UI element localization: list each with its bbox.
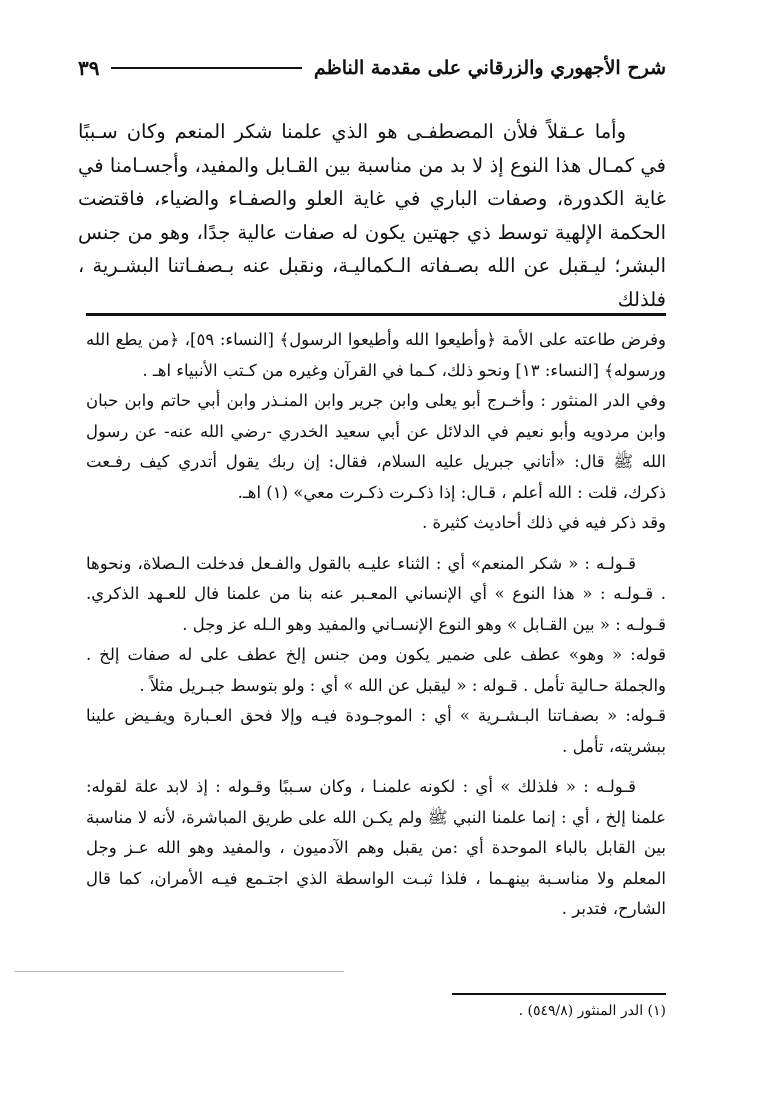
commentary-paragraph-2: وفي الدر المنثور : وأخـرج أبو يعلى وابن جرير وابن المنـذر وابن أبي حاتم وابن حبان وابن مردويه وأبو نعيم في الدلائل عن أبي سعيد الخدري -رضي الله عنه- عن رسول الله ﷺ قال: «أتاني جبريل عليه السلام، فقال: إن ربك يقول أتدري كيف رفـعت ذكرك، قلت : الله أعلم ، قـال: إذا ذكـرت ذكـرت معي» (١) اهـ. <box>86 391 666 502</box>
spacer <box>86 762 666 772</box>
commentary-paragraph-1: وفرض طاعته على الأمة ﴿وأطيعوا الله وأطيعوا الرسول﴾ [النساء: ٥٩]، ﴿من يطع الله ورسوله﴾ [النساء: ١٣] ونحو ذلك، كـما في القرآن وغيره من كـتب الأنبياء اهـ . <box>86 330 666 380</box>
commentary-note-1: قـولـه : « شكر المنعم» أي : الثناء عليـه بالقول والفـعل فدخلت الـصلاة، ونحوها . قـولـه : « هذا النوع » أي الإنساني المعـبر عنه بنا من علمنا فال للعـهد الذكري. قـولـه : « بين القـابل » وهو النوع الإنسـاني والمفيد وهو الـله عز وجل . <box>86 553 666 634</box>
running-title: شرح الأجهوري والزرقاني على مقدمة الناظم <box>313 57 666 79</box>
commentary-note-2: قوله: « وهو» عطف على ضمير يكون ومن جنس إلخ عطف على له صفات إلخ . والجملة حـالية تأمل . قـوله : « ليقبل عن الله » أي : ولو بتوسط جبـريل مثلاً . <box>86 645 666 695</box>
main-text <box>78 115 666 316</box>
commentary-paragraph-3: وقد ذكر فيه في ذلك أحاديث كثيرة . <box>422 513 666 532</box>
header-rule <box>111 67 301 69</box>
page-number: ٣٩ <box>78 56 100 80</box>
footnote: (١) الدر المنثور (٥٤٩/٨) . <box>518 1003 666 1019</box>
commentary-note-4: قـولـه : « فلذلك » أي : لكونه علمنـا ، وكان سـببًا وقـوله : إذ لابد علة لقوله: علمنا إلخ ، أي : إنما علمنا النبي ﷺ ولم يكـن الله على طريق المباشرة، لأنه لا مناسبة بين القابل بالباء الموحدة أي :من يقبل وهم الآدميون ، والمفيد وهو الله عـز وجل المعلم ولا مناسـبة بينهـما ، فلذا ثبـت الواسطة الذي اجتـمع فيـه الأمران، كما قال الشارح، فتدبر . <box>86 777 666 918</box>
faint-rule <box>14 971 344 972</box>
commentary-block <box>86 325 666 925</box>
footnote-rule <box>452 993 666 995</box>
commentary-separator <box>86 313 666 316</box>
running-header <box>78 48 666 88</box>
spacer <box>86 539 666 549</box>
commentary-note-3: قـوله: « بصفـاتنا البـشـرية » أي : الموجـودة فيـه وإلا فحق العـبارة ويفـيض علينا ببشريته، تأمل . <box>86 706 666 756</box>
main-paragraph: وأما عـقلاً فلأن المصطفـى هو الذي علمنا شكر المنعم وكان سـببًا في كمـال هذا النوع إذ لا بد من مناسبة بين القـابل والمفيد، وأجسـامنا في غاية الكدورة، وصفات الباري في غاية العلو والصفـاء والضياء، فاقتضت الحكمة الإلهية توسط ذي جهتين يكون له صفات عالية جدًا، وهو من جنس البشر؛ ليـقبل عن الله بصـفاته الـكماليـة، ونقبل عنه بـصفـاتنا البشـرية ، فلذلك <box>78 120 666 311</box>
